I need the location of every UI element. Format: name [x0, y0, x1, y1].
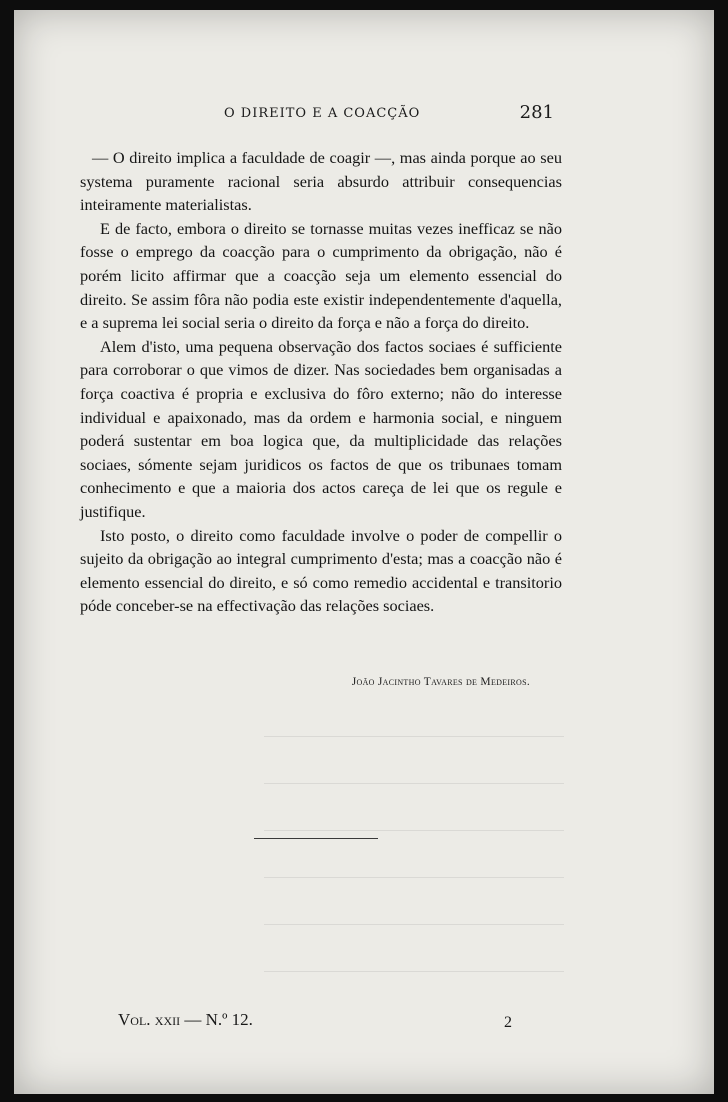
body-text [80, 146, 562, 618]
running-head-title: O DIREITO E A COACÇÃO [224, 106, 421, 121]
signature-mark: 2 [504, 1014, 512, 1031]
volume-line: Vol. xxii — N.º 12. [118, 1010, 253, 1029]
author-signature: João Jacintho Tavares de Medeiros. [351, 676, 530, 688]
horizontal-rule [254, 838, 378, 839]
bleed-through-text [264, 710, 564, 1030]
paragraph: Alem d'isto, uma pequena observação dos factos sociaes é sufficiente para corroborar o que vimos de dizer. Nas sociedades bem organisadas a força coactiva é propria e exclusiva do fôro externo; não do interesse individual e apaixonado, mas da ordem e harmonia social, e ninguem poderá sustentar em boa logica que, da multiplicidade das relações sociaes, sómente sejam juridicos os factos de que os tribunaes tomam conhecimento e que a maioria dos actos careça de lei que os regule e justifique. [80, 336, 562, 521]
paragraph: — O direito implica a faculdade de coagir —, mas ainda porque ao seu systema puramente racional seria absurdo attribuir consequencias inteiramente materialistas. [80, 148, 562, 215]
paragraph: E de facto, embora o direito se tornasse muitas vezes inefficaz se não fosse o emprego da coacção para o cumprimento da obrigação, não é porém licito affirmar que a coacção seja um elemento essencial do direito. Se assim fôra não podia este existir independentemente d'aquella, e a suprema lei social seria o direito da força e não a força do direito. [80, 218, 562, 333]
page-number: 281 [519, 102, 554, 123]
paragraph: Isto posto, o direito como faculdade involve o poder de compellir o sujeito da obrigação ao integral cumprimento d'esta; mas a coacção não é elemento essencial do direito, e só como remedio accidental e transitorio póde conceber-se na effectivação das relações sociaes. [80, 525, 562, 616]
document-page [14, 10, 714, 1094]
